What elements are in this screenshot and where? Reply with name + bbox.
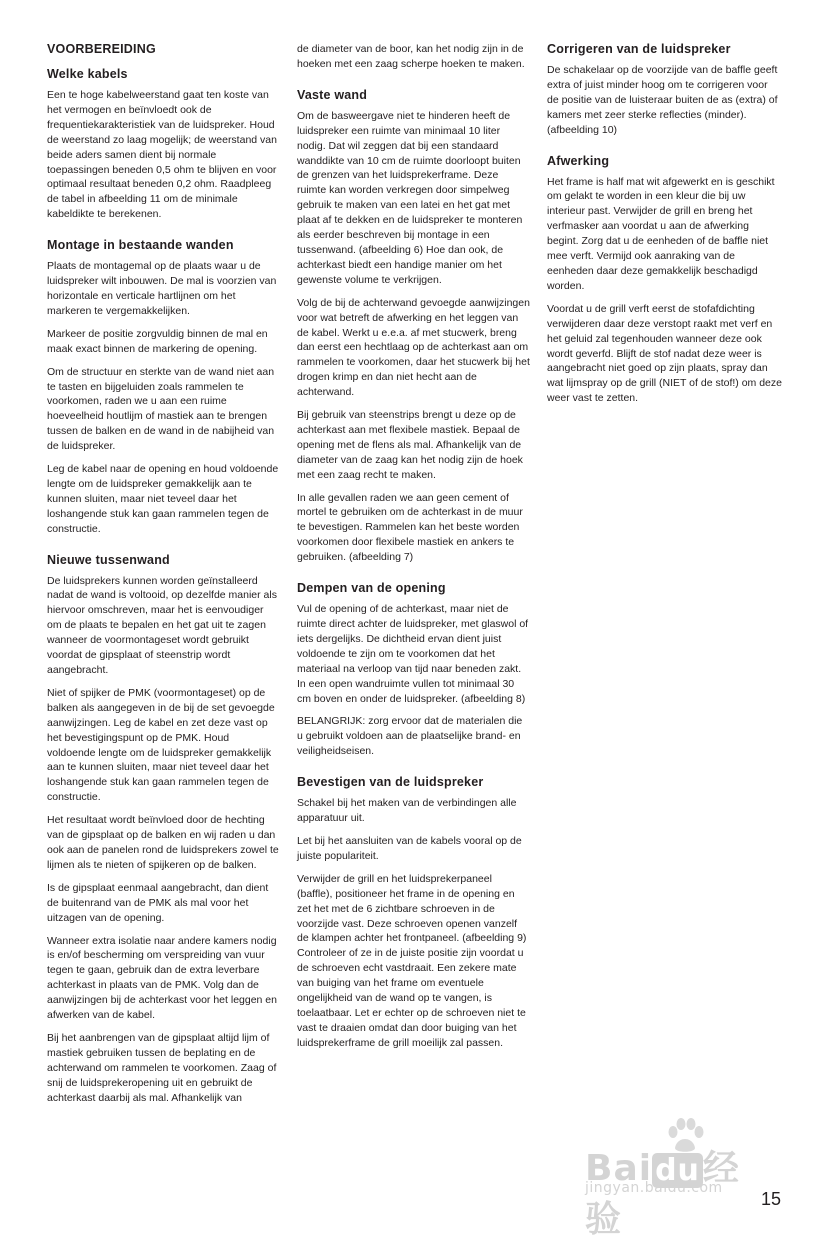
paragraph: De luidsprekers kunnen worden geïnstalleerd nadat de wand is voltooid, op dezelfde manier als hiervoor omschreven, maar het is eenvoudiger om de plaats te bepalen en het gat uit te zagen wanneer de voormontageset wordt gebruikt voordat de gipsplaat of steenstrip wordt aangebracht. [47, 574, 277, 676]
heading-afwerking: Afwerking [547, 153, 610, 168]
heading-bevestigen-van-de-luidspreker: Bevestigen van de luidspreker [297, 775, 484, 790]
paragraph: Verwijder de grill en het luidsprekerpaneel (baffle), positioneer het frame in de opening en zet het met de 6 zichtbare schroeven in de voorzijde vast. Deze schroeven openen vanzelf de klampen achter het frontpaneel. (afbeelding 9) Controleer of ze in de juiste positie zijn voordat u de schroeven echt vastdraait. Een zekere mate van buiging van het frame om eventuele ongelijkheid van de wand op te vangen, is toelaatbaar. Let er echter op de schroeven niet te vast te draaien omdat dan door buiging van het luidsprekerframe de grill moeilijk zal passen. [297, 872, 527, 1049]
column-2 [297, 42, 530, 1059]
paragraph: Vul de opening of de achterkast, maar niet de ruimte direct achter de luidspreker, met glaswol of iets dergelijks. De dichtheid ervan dient juist voldoende te zijn om te voorkomen dat het materiaal na verloop van tijd naar beneden zakt. In een open wandruimte vullen tot minimaal 30 cm boven en onder de luidspreker. (afbeelding 8) [297, 603, 529, 705]
paragraph: Niet of spijker de PMK (voormontageset) op de balken als aangegeven in de bij de set gevoegde aanwijzingen. Leg de kabel en zet deze vast op het bevestigingspunt op de PMK. Houd voldoende lengte om de luidspreker gemakkelijk aan te kunnen sluiten, maar niet teveel daar het loshangende stuk kan gaan rammelen tegen de constructie. [47, 686, 275, 804]
paragraph: In alle gevallen raden we aan geen cement of mortel te gebruiken om de achterkast in de muur te bevestigen. Rammelen kan het beste worden voorkomen door flexibele mastiek en ankers te gebruiken. (afbeelding 7) [297, 491, 523, 564]
watermark-url: jingyan.baidu.com [585, 1180, 723, 1196]
paragraph: de diameter van de boor, kan het nodig zijn in de hoeken met een zaag scherpe hoeken te maken. [297, 43, 525, 70]
page-number: 15 [760, 1189, 781, 1209]
heading-corrigeren-van-de-luidspreker: Corrigeren van de luidspreker [547, 42, 731, 56]
heading-dempen-van-de-opening: Dempen van de opening [297, 581, 446, 596]
watermark-brand-jingyan: 经验 [585, 1148, 740, 1240]
paragraph: Om de basweergave niet te hinderen heeft de luidspreker een ruimte van minimaal 10 liter nodig. Dat wil zeggen dat bij een standaard wanddikte van 10 cm de ruimte doorloopt buiten de grenzen van het luidsprekerframe. Deze ruimte kan worden verkregen door simpelweg gebruik te maken van een latei en het gat met plaat af te dekken en de luidspreker te monteren als eerder beschreven bij montage in een tussenwand. (afbeelding 6) Hoe dan ook, de achterkast biedt een handige manier om het gewenste volume te verkrijgen. [297, 109, 523, 286]
paragraph: De schakelaar op de voorzijde van de baffle geeft extra of juist minder hoog om te corrigeren voor de positie van de luisteraar buiten de as (extra) of kamers met zeer sterke reflecties (minder). (afbeelding 10) [547, 64, 778, 136]
paragraph: Volg de bij de achterwand gevoegde aanwijzingen voor wat betreft de afwerking en het leggen van de kabel. Werkt u e.e.a. af met stucwerk, breng dan eerst een hechtlaag op de achterkast aan om rammelen te voorkomen, daar het stucwerk bij het drogen krimp en dan niet hecht aan de achterwand. [297, 296, 530, 399]
watermark-brand [585, 1140, 775, 1242]
paragraph: Is de gipsplaat eenmaal aangebracht, dan dient de buitenrand van de PMK als mal voor het uitzagen van de opening. [47, 881, 269, 924]
column-3 [547, 42, 782, 414]
paragraph: Leg de kabel naar de opening en houd voldoende lengte om de luidspreker gemakkelijk aan te kunnen sluiten, maar niet teveel daar het loshangende stuk kan gaan rammelen tegen de constructie. [47, 463, 279, 535]
paragraph: Let bij het aansluiten van de kabels vooral op de juiste populariteit. [297, 834, 522, 862]
watermark-brand-bai: Bai [585, 1148, 653, 1189]
paragraph: BELANGRIJK: zorg ervoor dat de materialen die u gebruikt voldoen aan de plaatselijke brand- en veiligheidseisen. [297, 715, 523, 758]
paragraph: Bij het aanbrengen van de gipsplaat altijd lijm of mastiek gebruiken tussen de beplating en de achterwand om rammelen te voorkomen. Zaag of snij de luidsprekeropening uit en gebruikt de achterkast daarbij als mal. Afhankelijk van [47, 1031, 277, 1104]
paragraph: Markeer de positie zorgvuldig binnen de mal en maak exact binnen de markering de opening. [47, 327, 268, 355]
paw-icon [665, 1118, 705, 1154]
paragraph: Schakel bij het maken van de verbindingen alle apparatuur uit. [297, 797, 517, 825]
paragraph: Een te hoge kabelweerstand gaat ten koste van het vermogen en beïnvloedt ook de frequentiekarakteristiek van de luidspreker. Houd de weerstand zo laag mogelijk; de weerstand van beide aders samen dient bij normale toepassingen beneden 0,5 ohm te blijven en voor optimaal resultaat beneden 0,2 ohm. Raadpleeg de tabel in afbeelding 11 om de minimale kabeldikte te berekenen. [47, 89, 277, 221]
paragraph: Wanneer extra isolatie naar andere kamers nodig is en/of bescherming om verspreiding van vuur tegen te gaan, gebruik dan de extra leverbare achterkast in plaats van de PMK. Volg dan de aanwijzingen bij de achterkast voor het leggen en afwerken van de kabel. [47, 934, 277, 1022]
paragraph: Bij gebruik van steenstrips brengt u deze op de achterkast aan met flexibele mastiek. Bepaal de opening met de flens als mal. Afhankelijk van de diameter van de zaag kan het nodig zijn de hoek met een zaag recht te maken. [297, 409, 523, 481]
paragraph: Het frame is half mat wit afgewerkt en is geschikt om gelakt te worden in een kleur die bij uw interieur past. Verwijder de grill en breng het verfmasker aan voordat u aan de afwerking begint. Zorg dat u de eenheden of de baffle niet mee verft. Vermijd ook aanraking van de eenheden daar deze gemakkelijk beschadigd worden. [547, 175, 775, 292]
column-1 [47, 42, 280, 1113]
watermark-brand-du: du [652, 1153, 703, 1188]
paragraph: Het resultaat wordt beïnvloed door de hechting van de gipsplaat op de balken en wij raden u dan ook aan de panelen rond de luidsprekers zowel te lijmen als te nieten of spijkeren op de balken. [47, 814, 279, 871]
heading-nieuwe-tussenwand: Nieuwe tussenwand [47, 552, 170, 567]
heading-vaste-wand: Vaste wand [297, 87, 368, 102]
paragraph: Voordat u de grill verft eerst de stofafdichting verwijderen daar deze verstopt raakt met verf en het geluid zal tegenhouden wanneer deze ook wordt geverfd. Blijft de stof nadat deze weer is aangebracht niet goed op zijn plaats, spray dan wat lijmspray op de grill (NIET of de stof!) om deze weer vast te zetten. [547, 302, 782, 405]
paragraph: Plaats de montagemal op de plaats waar u de luidspreker wilt inbouwen. De mal is voorzien van horizontale en verticale hartlijnen om het markeren te vergemakkelijken. [47, 260, 277, 317]
heading-welke-kabels: Welke kabels [47, 67, 128, 81]
heading-montage-bestaande-wanden: Montage in bestaande wanden [47, 238, 234, 253]
section-title: VOORBEREIDING [47, 42, 156, 56]
paragraph: Om de structuur en sterkte van de wand niet aan te tasten en bijgeluiden zoals rammelen te voorkomen, raden we u aan een ruime hoeveelheid houtlijm of mastiek aan te brengen tussen de balken en de wand in de nabijheid van de luidspreker. [47, 365, 275, 453]
